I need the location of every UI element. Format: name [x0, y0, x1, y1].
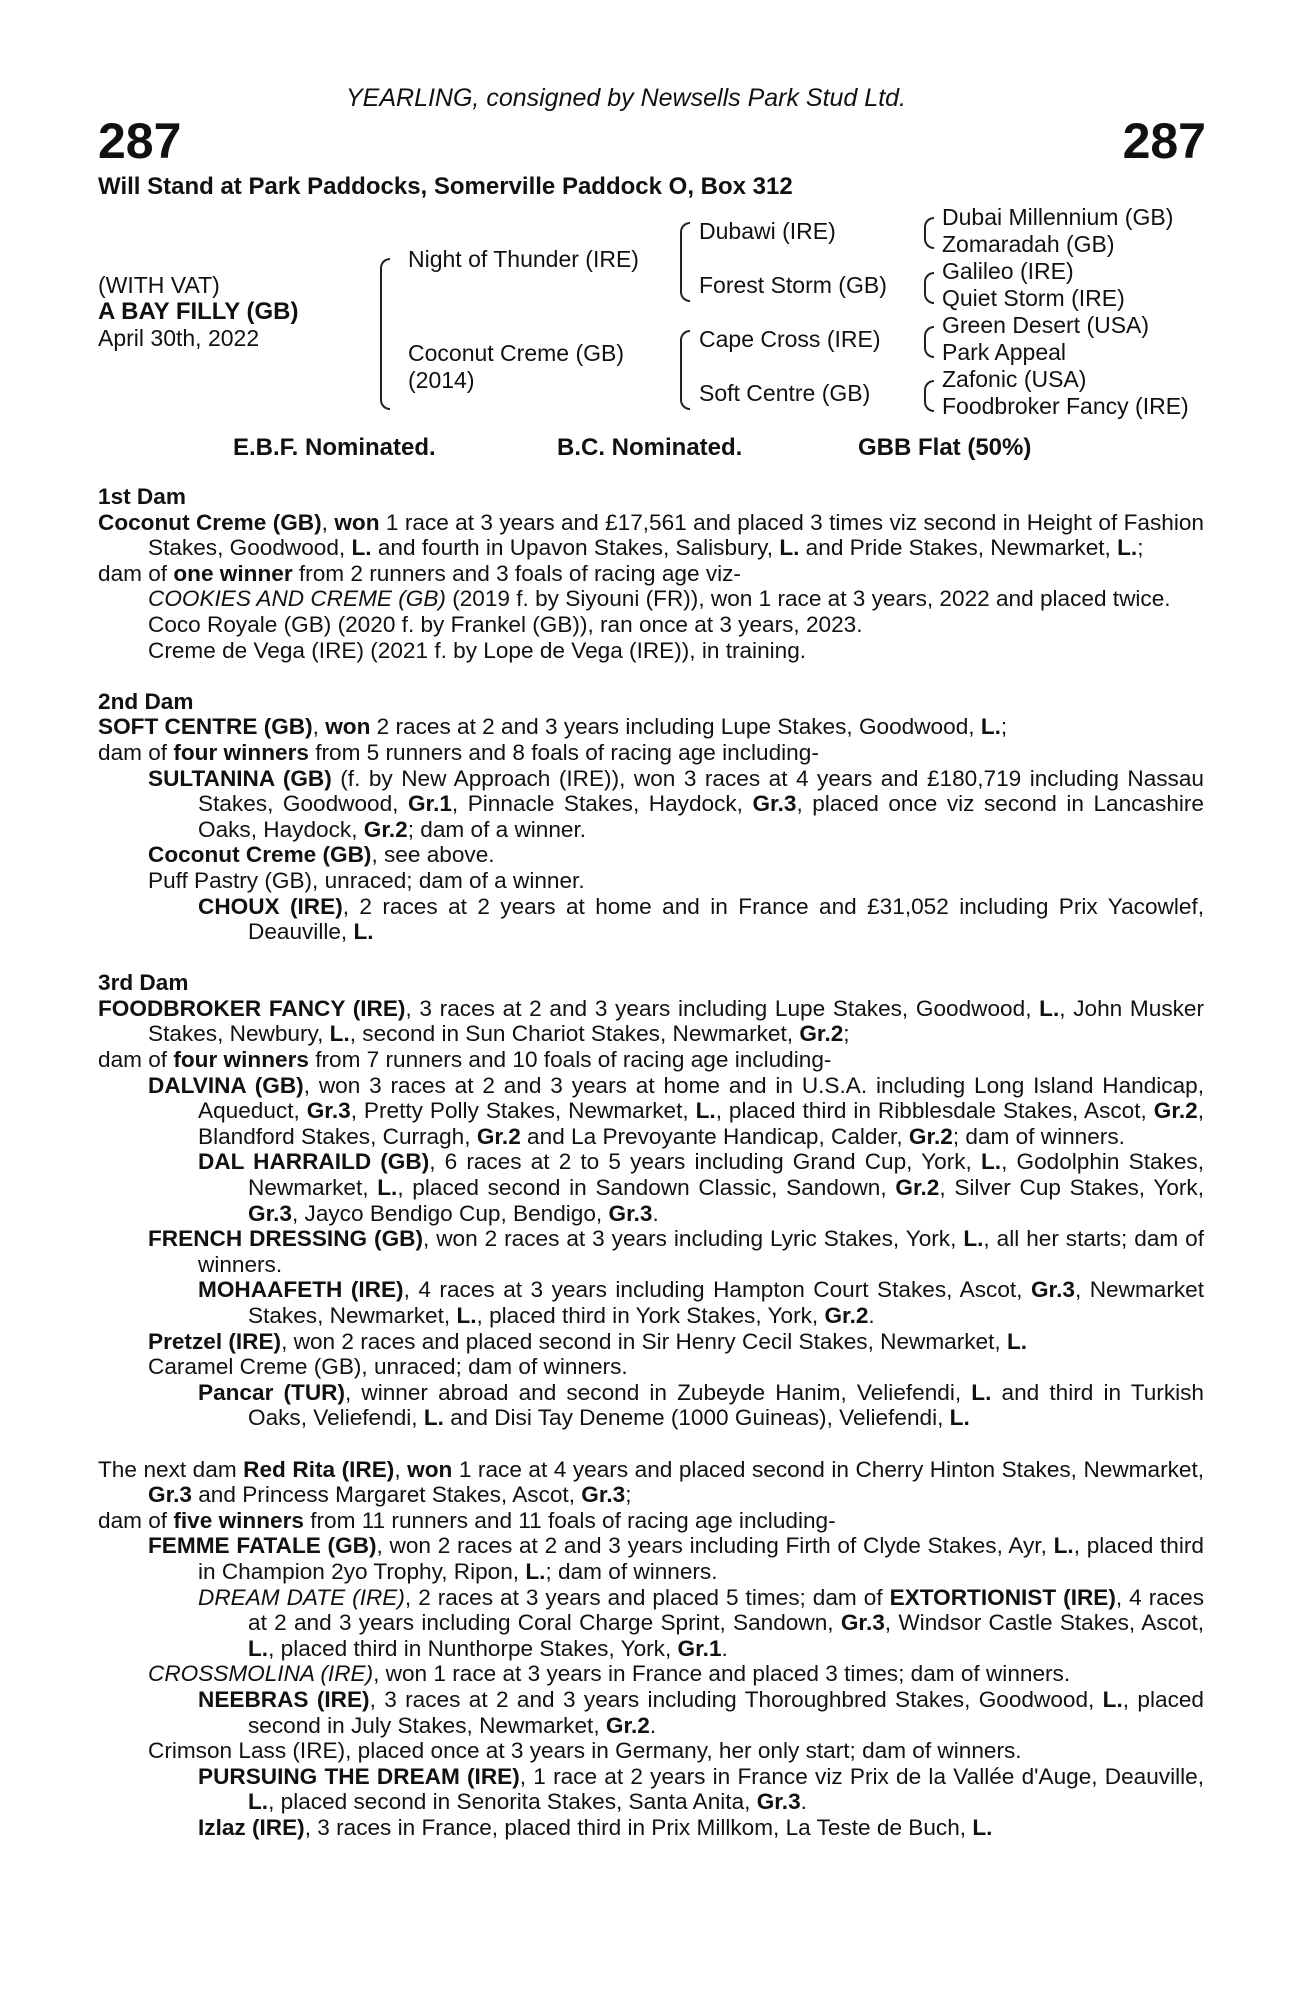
first-dam-entry: Coconut Creme (GB), won 1 race at 3 years and £17,561 and placed 3 times viz second in Height of Fashion Stakes, Goodwood, L. and fourth in Upavon Stakes, Salisbury, L. and Pride Stakes, Newmarket, L.; [98, 509, 1204, 561]
produce-entry: Creme de Vega (IRE) (2021 f. by Lope de Vega (IRE)), in training. [148, 637, 807, 663]
third-dam-heading: 3rd Dam [98, 970, 189, 996]
gbb-flat: GBB Flat (50%) [858, 434, 1032, 461]
produce-entry: DALVINA (GB), won 3 races at 2 and 3 years at home and in U.S.A. including Long Island Handicap, Aqueduct, Gr.3, Pretty Polly Stakes, Newmarket, L., placed third in Ribblesdale Stakes, Ascot, Gr.2, Blandford Stakes, Curragh, Gr.2 and La Prevoyante Handicap, Calder, Gr.2; dam of winners. [148, 1072, 1204, 1149]
pedigree-brace-dd [924, 380, 934, 412]
pedigree-dam-dam: Soft Centre (GB) [699, 380, 871, 406]
next-dam-produce-summary: dam of five winners from 11 runners and 11 foals of racing age including- [98, 1507, 836, 1533]
pedigree-sss: Dubai Millennium (GB) [942, 204, 1174, 230]
pedigree-dam-year: (2014) [408, 367, 475, 393]
produce-entry: CROSSMOLINA (IRE), won 1 race at 3 years in France and placed 3 times; dam of winners. [148, 1661, 1071, 1687]
third-dam-produce-summary: dam of four winners from 7 runners and 10 foals of racing age including- [98, 1047, 832, 1073]
pedigree-brace-sd [924, 272, 934, 304]
produce-entry: Izlaz (IRE), 3 races in France, placed third in Prix Millkom, La Teste de Buch, L. [198, 1814, 993, 1840]
pedigree-sire-dam: Forest Storm (GB) [699, 272, 887, 298]
produce-entry: COOKIES AND CREME (GB) (2019 f. by Siyouni (FR)), won 1 race at 3 years, 2022 and placed twice. [148, 586, 1171, 612]
produce-entry: Pancar (TUR), winner abroad and second in Zubeyde Hanim, Veliefendi, L. and third in Turkish Oaks, Veliefendi, L. and Disi Tay Deneme (1000 Guineas), Veliefendi, L. [198, 1379, 1204, 1431]
second-dam-entry: SOFT CENTRE (GB), won 2 races at 2 and 3 years including Lupe Stakes, Goodwood, L.; [98, 714, 1008, 740]
first-dam-heading: 1st Dam [98, 484, 186, 509]
pedigree-sire: Night of Thunder (IRE) [408, 246, 639, 272]
pedigree-brace-sire [680, 222, 690, 302]
produce-entry: Pretzel (IRE), won 2 races and placed second in Sir Henry Cecil Stakes, Newmarket, L. [148, 1328, 1028, 1354]
pedigree-ssd: Zomaradah (GB) [942, 231, 1115, 257]
foaling-date: April 30th, 2022 [98, 325, 260, 351]
first-dam-produce-summary: dam of one winner from 2 runners and 3 foals of racing age viz- [98, 560, 741, 586]
consignment-line: YEARLING, consigned by Newsells Park Stud Ltd. [346, 84, 906, 112]
pedigree-brace-ss [924, 217, 934, 249]
produce-entry: FEMME FATALE (GB), won 2 races at 2 and 3 years including Firth of Clyde Stakes, Ayr, L., placed third in Champion 2yo Trophy, Ripon, L.; dam of winners. [148, 1533, 1204, 1584]
produce-entry: MOHAAFETH (IRE), 4 races at 3 years including Hampton Court Stakes, Ascot, Gr.3, Newmarket Stakes, Newmarket, L., placed third in York Stakes, York, Gr.2. [198, 1277, 1204, 1328]
produce-entry: Puff Pastry (GB), unraced; dam of a winner. [148, 867, 585, 893]
bc-nomination: B.C. Nominated. [557, 434, 743, 461]
stand-location: Will Stand at Park Paddocks, Somerville Paddock O, Box 312 [98, 173, 793, 200]
produce-entry: Coco Royale (GB) (2020 f. by Frankel (GB)), ran once at 3 years, 2023. [148, 611, 863, 637]
pedigree-dds: Zafonic (USA) [942, 366, 1087, 392]
ebf-nomination: E.B.F. Nominated. [233, 434, 436, 461]
pedigree-sds: Galileo (IRE) [942, 258, 1074, 284]
produce-entry: SULTANINA (GB) (f. by New Approach (IRE)), won 3 races at 4 years and £180,719 including Nassau Stakes, Goodwood, Gr.1, Pinnacle Stakes, Haydock, Gr.3, placed once viz second in Lancashire Oaks, Haydock, Gr.2; dam of a winner. [148, 765, 1204, 842]
vat-note: (WITH VAT) [98, 272, 220, 298]
pedigree-sdd: Quiet Storm (IRE) [942, 285, 1125, 311]
pedigree-dam: Coconut Creme (GB) [408, 340, 625, 366]
pedigree-brace-main [380, 258, 390, 410]
produce-entry: DREAM DATE (IRE), 2 races at 3 years and placed 5 times; dam of EXTORTIONIST (IRE), 4 races at 2 and 3 years including Coral Charge Sprint, Sandown, Gr.3, Windsor Castle Stakes, Ascot, L., placed third in Nunthorpe Stakes, York, Gr.1. [198, 1584, 1204, 1661]
pedigree-brace-ds [924, 326, 934, 358]
second-dam-produce-summary: dam of four winners from 5 runners and 8 foals of racing age including- [98, 739, 819, 765]
second-dam-heading: 2nd Dam [98, 688, 194, 714]
lot-title: A BAY FILLY (GB) [98, 298, 299, 325]
produce-entry: FRENCH DRESSING (GB), won 2 races at 3 years including Lyric Stakes, York, L., all her starts; dam of winners. [148, 1226, 1205, 1277]
produce-entry: Coconut Creme (GB), see above. [148, 842, 495, 868]
lot-number-left: 287 [98, 113, 182, 169]
pedigree-dam-sire: Cape Cross (IRE) [699, 326, 881, 352]
pedigree-dsd: Park Appeal [942, 339, 1067, 365]
produce-entry: Crimson Lass (IRE), placed once at 3 years in Germany, her only start; dam of winners. [148, 1738, 1022, 1764]
pedigree-sire-sire: Dubawi (IRE) [699, 218, 836, 244]
pedigree-brace-dam [680, 330, 690, 410]
produce-entry: DAL HARRAILD (GB), 6 races at 2 to 5 years including Grand Cup, York, L., Godolphin Stakes, Newmarket, L., placed second in Sandown Classic, Sandown, Gr.2, Silver Cup Stakes, York, Gr.3, Jayco Bendigo Cup, Bendigo, Gr.3. [198, 1149, 1204, 1226]
catalogue-body [98, 484, 1204, 1840]
produce-entry: Caramel Creme (GB), unraced; dam of winners. [148, 1354, 628, 1380]
pedigree-ddd: Foodbroker Fancy (IRE) [942, 393, 1189, 419]
produce-entry: NEEBRAS (IRE), 3 races at 2 and 3 years including Thoroughbred Stakes, Goodwood, L., placed second in July Stakes, Newmarket, Gr.2. [198, 1686, 1204, 1738]
lot-number-right: 287 [1122, 113, 1206, 169]
next-dam-entry: The next dam Red Rita (IRE), won 1 race at 4 years and placed second in Cherry Hinton Stakes, Newmarket, Gr.3 and Princess Margaret Stakes, Ascot, Gr.3; [98, 1456, 1205, 1508]
pedigree-dss: Green Desert (USA) [942, 312, 1150, 338]
produce-entry: CHOUX (IRE), 2 races at 2 years at home and in France and £31,052 including Prix Yacowlef, Deauville, L. [198, 893, 1204, 945]
third-dam-entry: FOODBROKER FANCY (IRE), 3 races at 2 and 3 years including Lupe Stakes, Goodwood, L., John Musker Stakes, Newbury, L., second in Sun Chariot Stakes, Newmarket, Gr.2; [98, 995, 1204, 1047]
produce-entry: PURSUING THE DREAM (IRE), 1 race at 2 years in France viz Prix de la Vallée d'Auge, Deauville, L., placed second in Senorita Stakes, Santa Anita, Gr.3. [198, 1763, 1204, 1815]
